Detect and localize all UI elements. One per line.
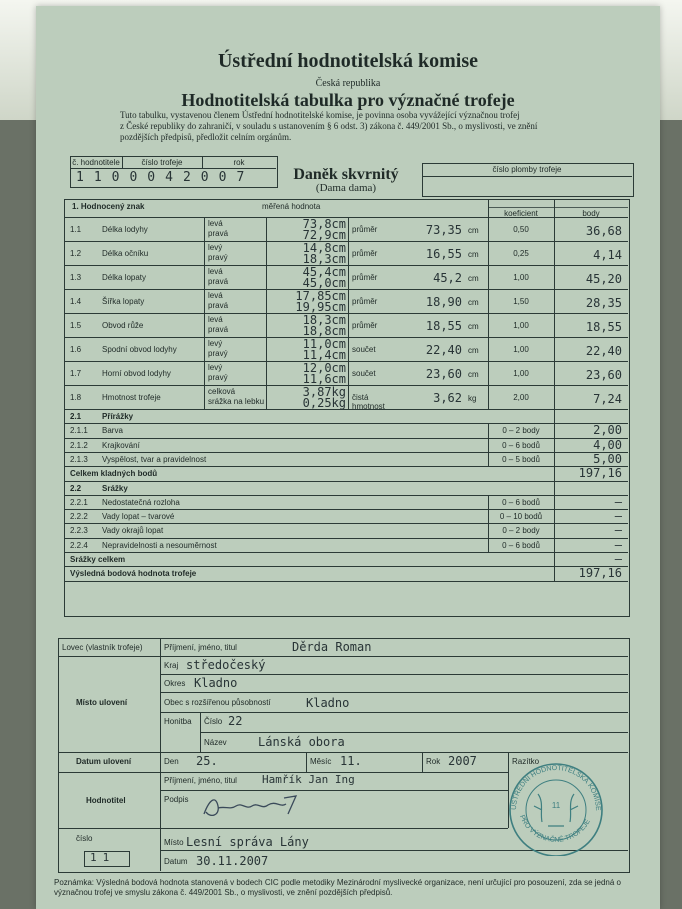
row-value-2: 72,9cm [302, 228, 346, 242]
lower-row-name: Vady lopat – tvarové [102, 512, 175, 521]
lower-row-range: 0 – 6 bodů [502, 541, 540, 550]
stamp-number: 11 [551, 801, 561, 810]
lower-row-divider [64, 452, 628, 453]
row-number: 1.6 [70, 345, 82, 354]
evaluator-number: 11 [90, 851, 116, 864]
lower-column-divider [488, 452, 489, 466]
lower-row-number: 2.2.1 [70, 498, 88, 507]
row-label-2: pravá [208, 325, 229, 334]
row-divider [64, 241, 628, 242]
row-name: Hmotnost trofeje [102, 393, 161, 402]
lower-row-number: 2.2.4 [70, 541, 88, 550]
row-name: Šířka lopaty [102, 297, 145, 306]
cislo-label: Číslo [204, 717, 223, 726]
row-label-2: pravý [208, 253, 228, 262]
row-agg-label: součet [352, 345, 376, 354]
hodnotitel-label: Hodnotitel [86, 796, 126, 805]
row-value-1: 11,0cm [302, 337, 346, 351]
column-divider [554, 217, 555, 409]
nazev-value: Lánská obora [258, 735, 345, 749]
lower-row-divider [64, 581, 628, 582]
lower-row-name: Výsledná bodová hodnota trofeje [70, 569, 197, 578]
cislo-value: 22 [228, 714, 243, 728]
datum2-label: Datum [164, 857, 188, 866]
row-value-2: 19,95cm [295, 300, 346, 314]
row-koef: 1,00 [513, 273, 529, 282]
row-label-1: levý [208, 339, 223, 348]
obec-value: Kladno [306, 696, 350, 710]
row-number: 1.4 [70, 297, 82, 306]
lower-row-name: Vyspělost, tvar a pravidelnost [102, 455, 207, 464]
column-divider [488, 199, 489, 217]
misto-label-2: Místo [164, 838, 184, 847]
lower-column-divider [488, 523, 489, 538]
row-number: 1.8 [70, 393, 82, 402]
lower-column-divider [554, 423, 555, 438]
row-divider [64, 361, 628, 362]
row-agg-value: 22,40 [425, 343, 462, 357]
col-koeficient: koeficient [504, 209, 538, 218]
mesic-label: Měsíc [310, 757, 332, 766]
kraj-value: středočeský [186, 658, 266, 672]
lower-row-divider [64, 523, 628, 524]
obec-label: Obec s rozšířenou působností [164, 698, 271, 707]
row-label-1: levý [208, 363, 223, 372]
row-body: 18,55 [585, 320, 622, 334]
row-label-2: pravá [208, 301, 229, 310]
lower-column-divider [488, 538, 489, 552]
row-value-1: 12,0cm [302, 361, 346, 375]
lower-row-name: Srážky celkem [70, 555, 126, 564]
intro-line-3: pozdějších předpisů, předložit celním orgánům. [120, 132, 292, 142]
lower-column-divider [554, 552, 555, 566]
evaluation-table [64, 199, 630, 617]
jmeno-label: Příjmení, jméno, titul [164, 643, 237, 652]
okres-label: Okres [164, 679, 186, 688]
lower-column-divider [488, 438, 489, 452]
row-divider [64, 409, 628, 410]
row-value-2: 11,6cm [302, 372, 346, 386]
row-unit: cm [468, 370, 479, 379]
row-agg-label: čistá hmotnost [352, 393, 385, 411]
row-agg-value: 16,55 [425, 247, 462, 261]
lower-column-divider [488, 509, 489, 523]
row-label-2: srážka na lebku [208, 397, 265, 406]
lower-column-divider [554, 509, 555, 523]
datum2-value: 30.11.2007 [196, 854, 269, 868]
col-hodnoceny: 1. Hodnocený znak [72, 202, 145, 211]
row-label-1: levá [208, 219, 223, 228]
intro-text [120, 110, 630, 143]
lower-column-divider [488, 495, 489, 509]
lower-row-value: 2,00 [593, 423, 622, 437]
lower-column-divider [488, 423, 489, 438]
lower-row-divider [64, 538, 628, 539]
row-koef: 1,00 [513, 345, 529, 354]
row-agg-value: 18,90 [425, 295, 462, 309]
row-label-1: levá [208, 267, 223, 276]
row-body: 45,20 [585, 272, 622, 286]
hodnotitel-value: Hamřík Jan Ing [262, 773, 355, 786]
signature [196, 792, 306, 824]
row-number: 1.7 [70, 369, 82, 378]
lower-row-range: 0 – 6 bodů [502, 441, 540, 450]
lower-row-name: Nepravidelnosti a nesouměrnost [102, 541, 217, 550]
row-agg-label: průměr [352, 249, 378, 258]
lower-row-name: Přírážky [102, 412, 134, 421]
lower-row-value: – [614, 509, 622, 523]
column-divider [266, 217, 267, 409]
razitko-label: Razítko [512, 757, 540, 766]
column-divider [348, 217, 349, 409]
org-title: Ústřední hodnotitelská komise [217, 50, 479, 72]
lower-row-name: Celkem kladných bodů [70, 469, 158, 478]
row-label-1: celková [208, 387, 236, 396]
row-value-1: 14,8cm [302, 241, 346, 255]
row-name: Délka očníku [102, 249, 149, 258]
nazev-label: Název [204, 738, 227, 747]
lower-row-range: 0 – 10 bodů [499, 512, 543, 521]
lower-row-divider [64, 481, 628, 482]
row-number: 1.3 [70, 273, 82, 282]
lovec-value: Děrda Roman [292, 640, 372, 654]
row-label-2: pravá [208, 277, 229, 286]
row-value-2: 18,8cm [302, 324, 346, 338]
lower-row-value: 197,16 [578, 466, 622, 480]
lower-column-divider [554, 452, 555, 466]
den-value: 25. [196, 754, 218, 768]
row-koef: 1,00 [513, 369, 529, 378]
row-agg-label: průměr [352, 297, 378, 306]
lower-column-divider [554, 566, 555, 581]
lower-row-name: Vady okrajů lopat [102, 526, 164, 535]
lower-row-value: 5,00 [593, 452, 622, 466]
stamp [494, 752, 616, 856]
row-value-2: 18,3cm [302, 252, 346, 266]
row-name: Spodní obvod lodyhy [102, 345, 177, 354]
row-label-1: levá [208, 315, 223, 324]
row-unit: cm [468, 250, 479, 259]
row-agg-value: 45,2 [433, 271, 462, 285]
lower-row-name: Krajkování [102, 441, 140, 450]
row-value-1: 18,3cm [302, 313, 346, 327]
form-title: Hodnotitelská tabulka pro význačné trofeje [181, 90, 515, 110]
lower-row-divider [64, 552, 628, 553]
row-label-2: pravý [208, 373, 228, 382]
row-value-1: 73,8cm [302, 217, 346, 231]
row-unit: cm [468, 322, 479, 331]
lower-row-value: – [614, 523, 622, 537]
lower-row-range: 0 – 5 bodů [502, 455, 540, 464]
lower-row-divider [64, 438, 628, 439]
podpis-label: Podpis [164, 795, 189, 804]
trofej-label: číslo trofeje [141, 158, 183, 167]
row-value-1: 45,4cm [302, 265, 346, 279]
den-label: Den [164, 757, 179, 766]
footnote [54, 878, 654, 898]
row-agg-value: 3,62 [433, 391, 462, 405]
row-agg-label: průměr [352, 225, 378, 234]
lower-column-divider [554, 538, 555, 552]
lower-row-range: 0 – 6 bodů [502, 498, 540, 507]
mesic-value: 11. [340, 754, 362, 768]
lower-row-name: Barva [102, 426, 123, 435]
stamp-top-text: ÚSTŘEDNÍ HODNOTITELSKÁ KOMISE [510, 764, 602, 811]
row-name: Horní obvod lodyhy [102, 369, 171, 378]
row-divider [64, 313, 628, 314]
row-value-2: 11,4cm [302, 348, 346, 362]
lower-row-range: 0 – 2 body [502, 426, 540, 435]
lower-column-divider [554, 409, 555, 423]
lower-row-name: Nedostatečná rozloha [102, 498, 180, 507]
lower-row-number: 2.2 [70, 484, 82, 493]
row-name: Délka lopaty [102, 273, 147, 282]
lower-column-divider [554, 495, 555, 509]
lower-row-value: 4,00 [593, 438, 622, 452]
row-name: Obvod růže [102, 321, 144, 330]
row-number: 1.1 [70, 225, 82, 234]
stamp-bottom-text: PRO VÝZNAČNÉ TROFEJE [518, 814, 592, 844]
row-number: 1.2 [70, 249, 82, 258]
row-label-2: pravá [208, 229, 229, 238]
row-agg-value: 18,55 [425, 319, 462, 333]
row-label-2: pravý [208, 349, 228, 358]
species-latin: (Dama dama) [315, 182, 377, 194]
lovec-label: Lovec (vlastník trofeje) [62, 643, 143, 652]
rok-label: rok [233, 158, 245, 167]
row-body: 22,40 [585, 344, 622, 358]
form-sheet [36, 6, 660, 909]
row-agg-label: součet [352, 369, 376, 378]
misto-label: Místo ulovení [76, 698, 128, 707]
footnote-text: Poznámka: Výsledná bodová hodnota stanovená v bodech CIC podle metodiky Mezinárodní myslivecké organizace, není určující pro posouzení, zda se jedná o význačnou trofej ve smyslu zákona č. 449/2001 Sb., o myslivosti, ve znění pozdějších předpisů. [54, 878, 622, 897]
antler-icon [534, 794, 578, 826]
col-merena: měřená hodnota [262, 202, 321, 211]
rok-value: 2007 [448, 754, 477, 768]
row-agg-value: 23,60 [425, 367, 462, 381]
row-koef: 1,50 [513, 297, 529, 306]
seal-number-label: číslo plomby trofeje [492, 165, 562, 174]
lower-row-value: – [614, 552, 622, 566]
row-body: 28,35 [585, 296, 622, 310]
row-koef: 0,25 [513, 249, 529, 258]
lower-row-value: – [614, 538, 622, 552]
lower-row-range: 0 – 2 body [502, 526, 540, 535]
lower-row-divider [64, 423, 628, 424]
row-body: 36,68 [585, 224, 622, 238]
row-value-1: 3,87kg [302, 385, 346, 399]
row-label-1: levý [208, 243, 223, 252]
id-digits: 1100042007 [76, 170, 255, 185]
svg-text:PRO VÝZNAČNÉ TROFEJE [518, 814, 592, 844]
row-divider [64, 265, 628, 266]
col-body: body [582, 209, 600, 218]
row-body: 7,24 [593, 392, 622, 406]
row-body: 4,14 [593, 248, 622, 262]
row-agg-value: 73,35 [425, 223, 462, 237]
lower-column-divider [554, 466, 555, 481]
species-name: Daněk skvrnitý [293, 166, 399, 183]
row-value-2: 0,25kg [302, 396, 346, 410]
hodnotitele-label: č. hodnotitele [72, 158, 120, 167]
row-unit: cm [468, 274, 479, 283]
intro-line-2: z České republiky do zahraničí, v souladu s ustanovením § 6 odst. 3) zákona č. 449/2001 Sb., o myslivosti, ve znění [120, 121, 538, 131]
jmeno-label-2: Příjmení, jméno, titul [164, 776, 237, 785]
cislo-hodnotitele-label: číslo [76, 834, 93, 843]
row-value-1: 17,85cm [295, 289, 346, 303]
row-divider [64, 385, 628, 386]
country: Česká republika [315, 78, 381, 89]
lower-row-divider [64, 566, 628, 567]
row-koef: 2,00 [513, 393, 529, 402]
row-koef: 0,50 [513, 225, 529, 234]
lower-row-divider [64, 466, 628, 467]
lower-row-name: Srážky [102, 484, 128, 493]
row-agg-label: průměr [352, 321, 378, 330]
row-koef: 1,00 [513, 321, 529, 330]
lower-row-value: – [614, 495, 622, 509]
kraj-label: Kraj [164, 661, 179, 670]
datum-label: Datum ulovení [76, 757, 132, 766]
row-body: 23,60 [585, 368, 622, 382]
row-unit: kg [468, 394, 477, 403]
column-divider [204, 217, 205, 409]
row-divider [64, 289, 628, 290]
row-name: Délka lodyhy [102, 225, 148, 234]
honitba-label: Honitba [164, 717, 192, 726]
lower-row-number: 2.1 [70, 412, 82, 421]
row-unit: cm [468, 346, 479, 355]
row-label-1: levá [208, 291, 223, 300]
row-number: 1.5 [70, 321, 82, 330]
misto-value: Lesní správa Lány [186, 835, 309, 849]
row-value-2: 45,0cm [302, 276, 346, 290]
lower-row-value: 197,16 [578, 566, 622, 580]
lower-row-number: 2.2.2 [70, 512, 88, 521]
lower-row-number: 2.1.2 [70, 441, 88, 450]
lower-column-divider [554, 481, 555, 495]
rok-label-bottom: Rok [426, 757, 441, 766]
lower-row-number: 2.2.3 [70, 526, 88, 535]
lower-column-divider [554, 523, 555, 538]
row-agg-label: průměr [352, 273, 378, 282]
lower-row-number: 2.1.1 [70, 426, 88, 435]
okres-value: Kladno [194, 676, 238, 690]
row-unit: cm [468, 298, 479, 307]
row-divider [64, 337, 628, 338]
lower-row-divider [64, 509, 628, 510]
column-divider [488, 217, 489, 409]
lower-row-number: 2.1.3 [70, 455, 88, 464]
column-divider [554, 199, 555, 217]
lower-column-divider [554, 438, 555, 452]
row-unit: cm [468, 226, 479, 235]
lower-row-divider [64, 495, 628, 496]
intro-line-1: Tuto tabulku, vystavenou členem Ústřední hodnotitelské komise, je povinna osoba vyvážející význačnou trofej [120, 110, 520, 120]
